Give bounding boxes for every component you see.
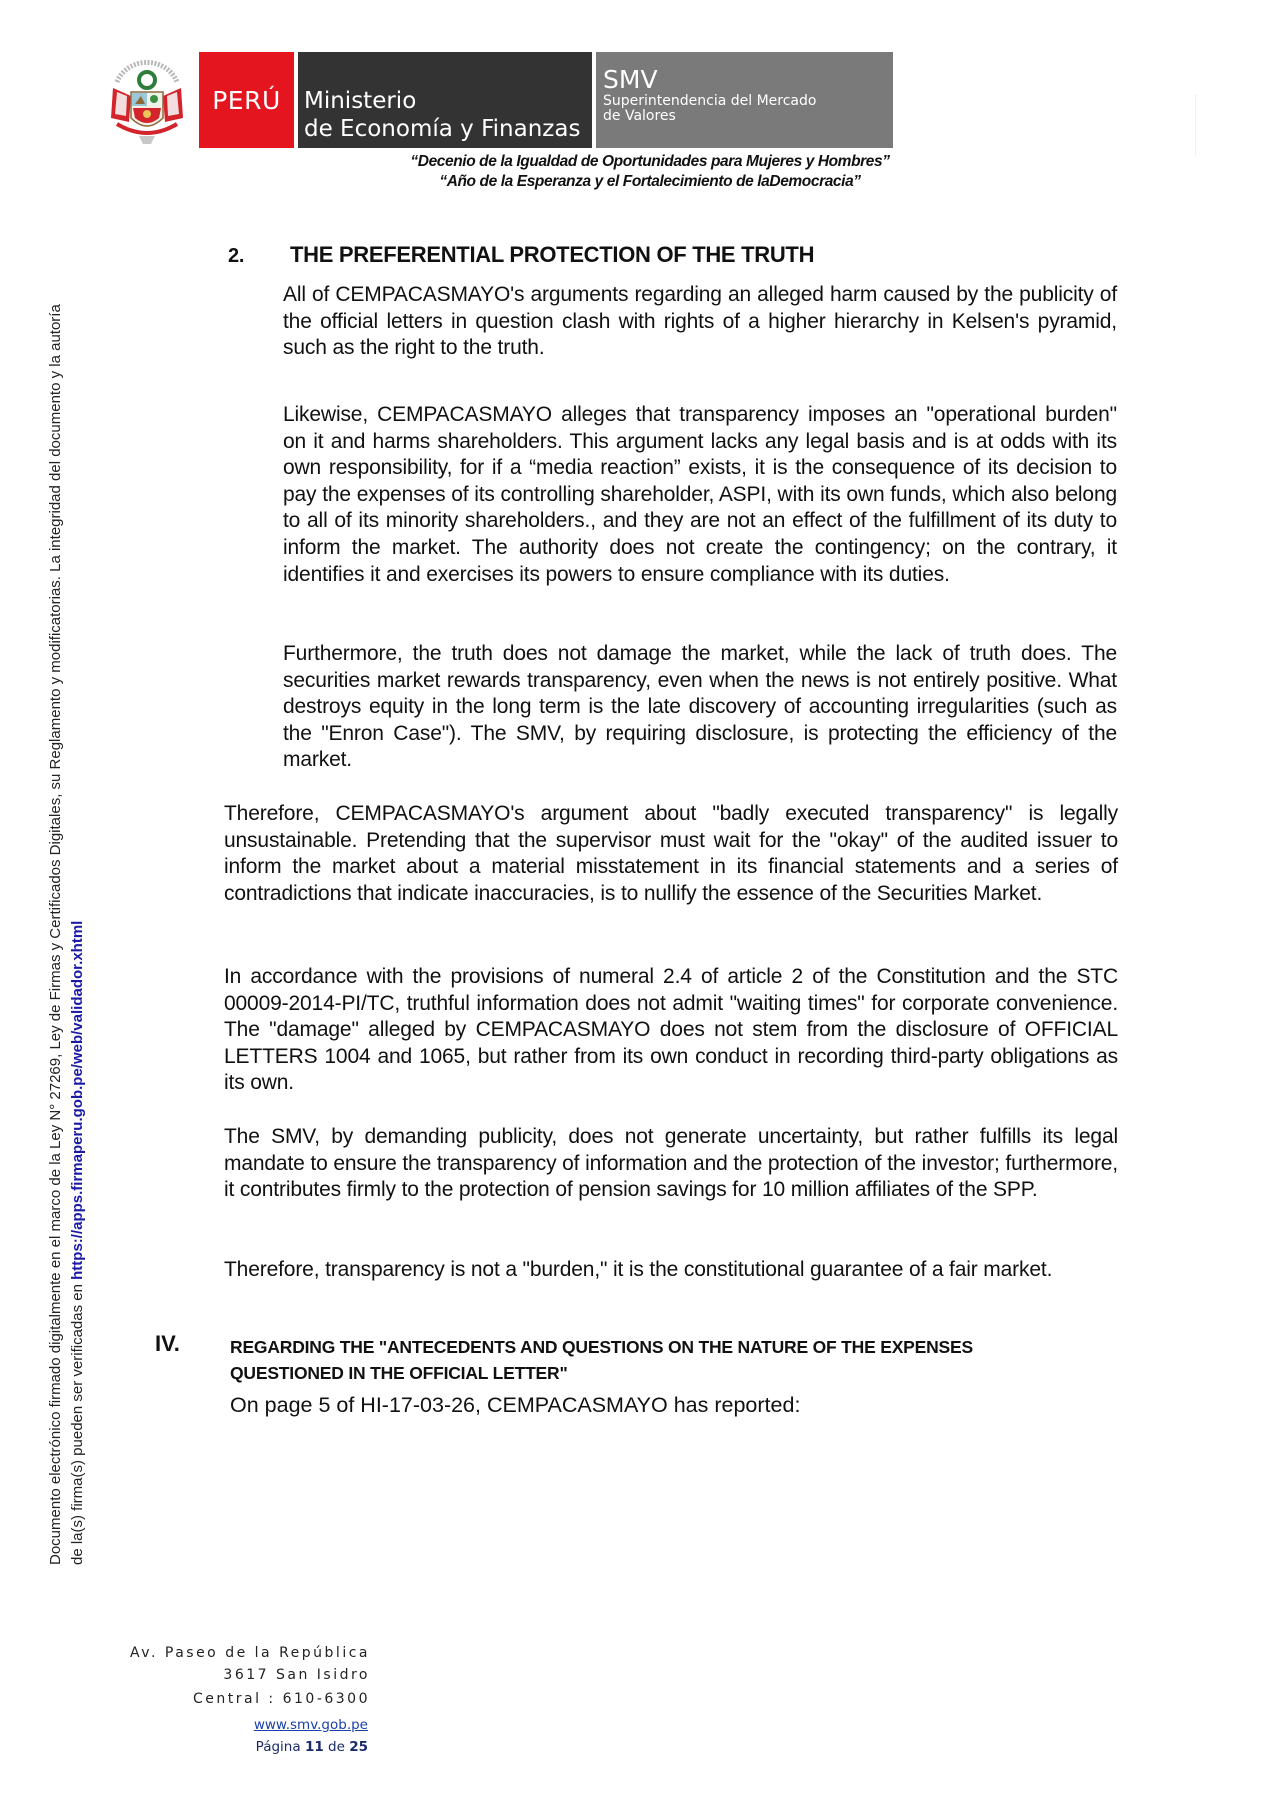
paragraph-6: The SMV, by demanding publicity, does not generate uncertainty, but rather fulfills its legal mandate to ensure the transparency of information and the protection of the investor; furthermore, it contributes firmly to the protection of pension savings for 10 million affiliates of the SPP.	[224, 1125, 1118, 1202]
ministry-line1: Ministerio	[304, 88, 417, 114]
ministry-line2: de Economía y Finanzas	[304, 116, 581, 142]
smv-brand-block	[596, 52, 893, 148]
edge-divider	[1195, 95, 1196, 155]
page-indicator	[256, 1739, 368, 1755]
paragraph-4: Therefore, CEMPACASMAYO's argument about "badly executed transparency" is legally unsustainable. Pretending that the supervisor must wait for the "okay" of the audited issuer to inform the market about a material misstatement in its financial statements and a series of contradictions that indicate inaccuracies, is to nullify the essence of the Securities Market.	[224, 802, 1118, 905]
section-heading	[228, 242, 814, 268]
paragraph-2: Likewise, CEMPACASMAYO alleges that transparency imposes an "operational burden" on it and harms shareholders. This argument lacks any legal basis and is at odds with its own responsibility, for if a “media reaction” exists, it is the consequence of its decision to pay the expenses of its controlling shareholder, ASPI, with its own funds, which also belong to all of its minority shareholders., and they are not an effect of the fulfillment of its duty to inform the market. The authority does not create the contingency; on the contrary, it identifies it and exercises its powers to ensure compliance with its duties.	[283, 403, 1117, 586]
page-label: Página	[255, 1739, 301, 1755]
subsection-title: REGARDING THE "ANTECEDENTS AND QUESTIONS ON THE NATURE OF THE EXPENSES QUESTIONED IN THE OFFICIAL LETTER"	[230, 1337, 973, 1383]
smv-subtitle-line1: Superintendencia del Mercado	[603, 93, 817, 109]
page-total: 25	[349, 1739, 368, 1755]
smv-title: SMV	[603, 65, 658, 94]
page-of: de	[328, 1739, 345, 1755]
phone-number: Central : 610-6300	[193, 1691, 370, 1707]
stamp-line2-prefix: de la(s) firma(s) pueden ser verificadas en	[69, 1279, 86, 1565]
ministry-brand-block	[298, 52, 592, 148]
stamp-line2	[67, 235, 89, 1565]
official-mottos	[300, 152, 1000, 192]
page-current: 11	[304, 1739, 324, 1755]
paragraph-3: Furthermore, the truth does not damage the market, while the lack of truth does. The securities market rewards transparency, even when the news is not entirely positive. What destroys equity in the long term is the late discovery of accounting irregularities (such as the "Enron Case"). The SMV, by requiring disclosure, is protecting the efficiency of the market.	[283, 642, 1117, 772]
validator-link[interactable]: https://apps.firmaperu.gob.pe/web/validador.xhtml	[69, 920, 86, 1280]
digital-signature-stamp	[45, 235, 89, 1565]
peru-label: PERÚ	[212, 85, 281, 115]
section-number: 2.	[228, 245, 245, 267]
paragraph-1: All of CEMPACASMAYO's arguments regarding an alleged harm caused by the publicity of the official letters in question clash with rights of a higher hierarchy in Kelsen's pyramid, such as the right to the truth.	[283, 283, 1117, 360]
motto-line2: “Año de la Esperanza y el Fortalecimiento de laDemocracia”	[439, 173, 861, 190]
section-title: THE PREFERENTIAL PROTECTION OF THE TRUTH	[290, 242, 815, 267]
website-link[interactable]: www.smv.gob.pe	[253, 1717, 368, 1733]
letterhead	[100, 50, 900, 150]
smv-subtitle-line2: de Valores	[603, 108, 676, 124]
stamp-line1: Documento electrónico firmado digitalmente en el marco de la Ley N° 27269, Ley de Firmas y Certificados Digitales, su Reglamento y modificatorias. La integridad del documento y la autoría	[47, 304, 64, 1565]
paragraph-7: Therefore, transparency is not a "burden," it is the constitutional guarantee of a fair market.	[224, 1258, 1053, 1281]
motto-line1: “Decenio de la Igualdad de Oportunidades para Mujeres y Hombres”	[410, 153, 890, 170]
subsection-number: IV.	[155, 1331, 180, 1356]
peru-coat-of-arms-icon	[105, 52, 189, 148]
address-line1: Av. Paseo de la República	[130, 1645, 370, 1661]
subsection-intro: On page 5 of HI-17-03-26, CEMPACASMAYO has reported:	[230, 1393, 801, 1417]
paragraph-5: In accordance with the provisions of numeral 2.4 of article 2 of the Constitution and the STC 00009-2014-PI/TC, truthful information does not admit "waiting times" for corporate convenience. The "damage" alleged by CEMPACASMAYO does not stem from the disclosure of OFFICIAL LETTERS 1004 and 1065, but rather from its own conduct in recording third-party obligations as its own.	[224, 965, 1118, 1095]
peru-brand-block	[199, 52, 294, 148]
address-line2: 3617 San Isidro	[223, 1667, 370, 1683]
